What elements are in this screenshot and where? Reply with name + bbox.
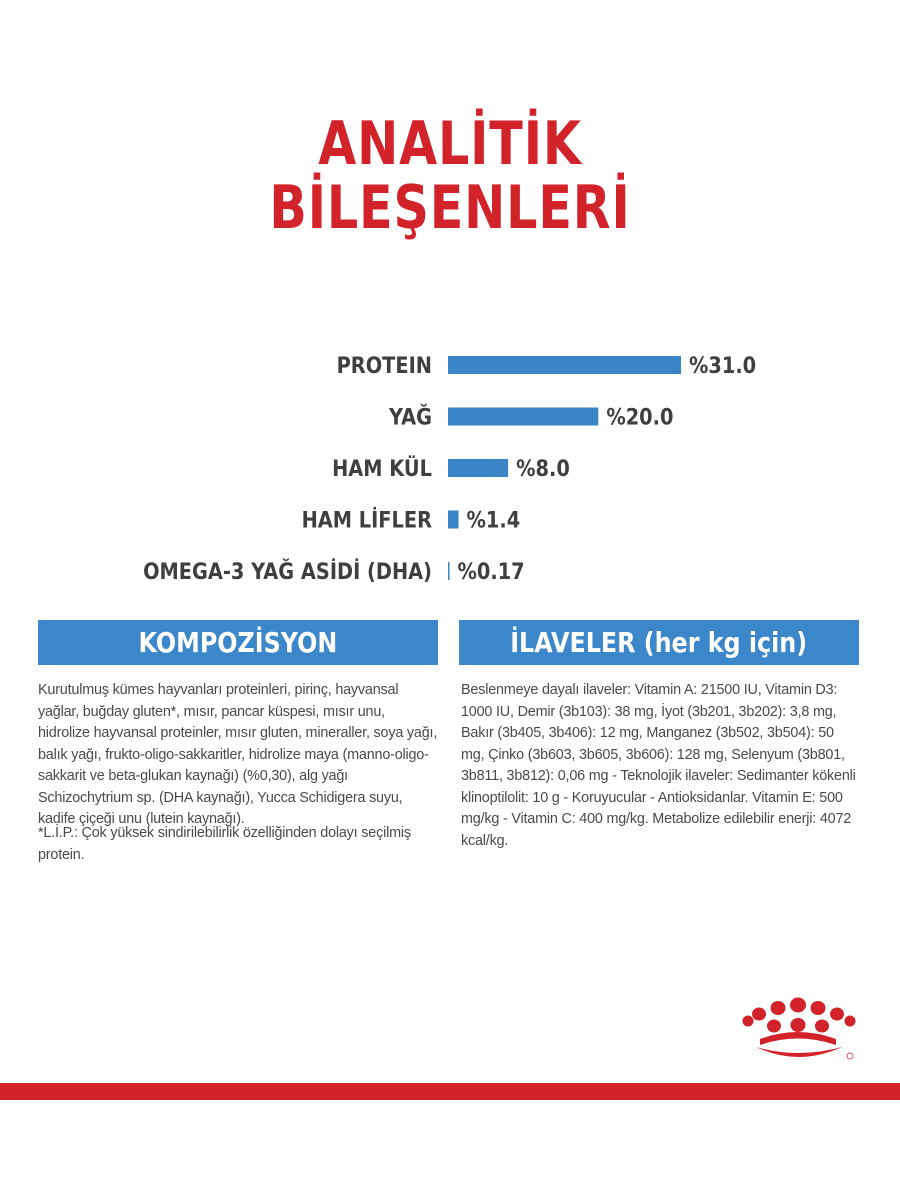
- additives-text: Beslenmeye dayalı ilaveler: Vitamin A: 21500 IU, Vitamin D3: 1000 IU, Demir (3b103): 38 mg, İyot (3b201, 3b202): 3,8 mg, Bakır (3b405, 3b406): 12 mg, Manganez (3b502, 3b504): 50 mg, Çinko (3b603, 3b605, 3b606): 128 mg, Selenyum (3b801, 3b811, 3b812): 0,06 mg - Teknolojik ilaveler: Sedimanter kökenli klinoptilolit: 10 g - Koruyucular - Antioksidanlar. Vitamin E: 500 mg/kg - Vitamin C: 400 mg/kg. Metabolize edilebilir enerji: 4072 kcal/kg.: [461, 682, 856, 849]
- value-label: %1.4: [466, 507, 521, 533]
- value-label: %0.17: [457, 558, 525, 585]
- category-label: YAĞ: [388, 404, 432, 430]
- additives-header-label: İLAVELER (her kg için): [510, 626, 808, 659]
- bar: [448, 356, 681, 374]
- bar: [448, 511, 459, 529]
- value-label: %8.0: [516, 455, 570, 482]
- crown-band: [760, 1032, 836, 1045]
- page-title: [81, 109, 819, 243]
- additives-header: [459, 620, 859, 665]
- royal-canin-crown-icon: [738, 995, 860, 1065]
- composition-header-label: KOMPOZİSYON: [138, 626, 338, 659]
- bar: [448, 408, 598, 426]
- brand-red-bar: [0, 1083, 900, 1100]
- category-label: HAM KÜL: [332, 455, 433, 482]
- bar: [448, 459, 508, 477]
- composition-footnote: *L.İ.P.: Çok yüksek sindirilebilirlik özelliğinden dolayı seçilmiş protein.: [38, 825, 411, 863]
- value-label: %20.0: [606, 404, 674, 430]
- analysis-bar-chart: [0, 340, 900, 600]
- crown-dots: [743, 998, 856, 1033]
- composition-header: [38, 620, 438, 665]
- crown-swoosh: [756, 1047, 842, 1057]
- category-label: HAM LİFLER: [301, 507, 433, 533]
- page-title-line-2: BİLEŞENLERİ: [269, 173, 631, 243]
- bar: [448, 562, 450, 580]
- composition-text: Kurutulmuş kümes hayvanları proteinleri, pirinç, hayvansal yağlar, buğday gluten*, mısır, pancar küspesi, mısır unu, hidrolize hayvansal proteinler, mısır gluten, mineraller, soya yağı, balık yağı, frukto-oligo-sakkaritler, hidrolize maya (manno-oligo-sakkarit ve beta-glukan kaynağı) (%0,30), alg yağı Schizochytrium sp. (DHA kaynağı), Yucca Schidigera suyu, kadife çiçeği unu (lutein kaynağı).: [38, 682, 438, 827]
- category-label: OMEGA-3 YAĞ ASİDİ (DHA): [143, 558, 433, 585]
- page-title-line-1: ANALİTİK: [318, 109, 582, 179]
- value-label: %31.0: [689, 352, 757, 379]
- category-label: PROTEIN: [336, 352, 432, 379]
